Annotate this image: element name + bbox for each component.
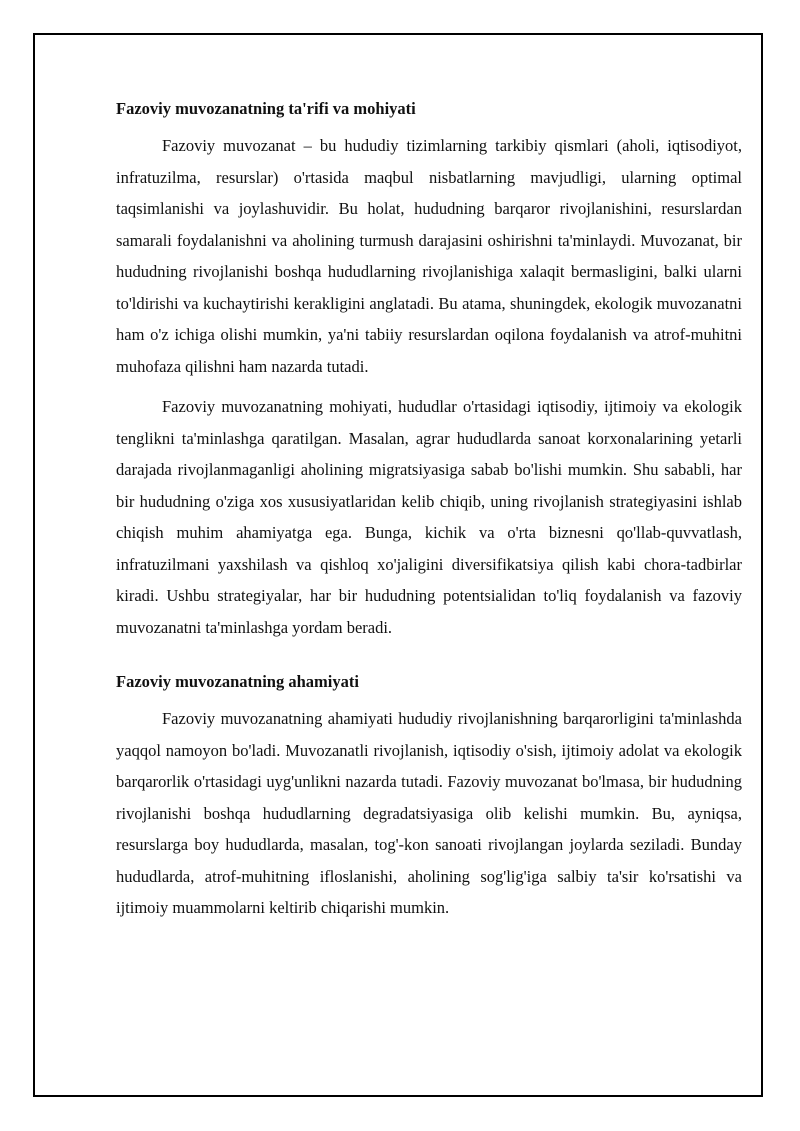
section-heading: Fazoviy muvozanatning ta'rifi va mohiyati	[116, 99, 416, 118]
document-body	[116, 98, 742, 924]
paragraph: Fazoviy muvozanatning ahamiyati hududiy rivojlanishning barqarorligini ta'minlashda yaqqol namoyon bo'ladi. Muvozanatli rivojlanish, iqtisodiy o'sish, ijtimoiy adolat va ekologik barqarorlik o'rtasidagi uyg'unlikni nazarda tutadi. Fazoviy muvozanat bo'lmasa, bir hududning rivojlanishi boshqa hududlarning degradatsiyasiga olib kelishi mumkin. Bu, ayniqsa, resurslarga boy hududlarda, masalan, tog'-kon sanoati rivojlangan joylarda seziladi. Bunday hududlarda, atrof-muhitning ifloslanishi, aholining sog'lig'iga salbiy ta'sir ko'rsatishi va ijtimoiy muammolarni keltirib chiqarishi mumkin.	[116, 709, 742, 917]
section-heading: Fazoviy muvozanatning ahamiyati	[116, 672, 359, 691]
paragraph: Fazoviy muvozanat – bu hududiy tizimlarning tarkibiy qismlari (aholi, iqtisodiyot, infratuzilma, resurslar) o'rtasida maqbul nisbatlarning mavjudligi, ularning optimal taqsimlanishi va joylashuvidir. Bu holat, hududning barqaror rivojlanishini, resurslardan samarali foydalanishni va aholining turmush darajasini oshirishni ta'minlaydi. Muvozanat, bir hududning rivojlanishi boshqa hududlarning rivojlanishiga xalaqit bermasligini, balki ularni to'ldirishi va kuchaytirishi kerakligini anglatadi. Bu atama, shuningdek, ekologik muvozanatni ham o'z ichiga olishi mumkin, ya'ni tabiiy resurslardan oqilona foydalanish va atrof-muhitni muhofaza qilishni ham nazarda tutadi.	[116, 136, 742, 376]
paragraph: Fazoviy muvozanatning mohiyati, hududlar o'rtasidagi iqtisodiy, ijtimoiy va ekologik tenglikni ta'minlashga qaratilgan. Masalan, agrar hududlarda sanoat korxonalarining yetarli darajada rivojlanmaganligi aholining migratsiyasiga sabab bo'lishi mumkin. Shu sababli, har bir hududning o'ziga xos xususiyatlaridan kelib chiqib, uning rivojlanish strategiyasini ishlab chiqish muhim ahamiyatga ega. Bunga, kichik va o'rta biznesni qo'llab-quvvatlash, infratuzilmani yaxshilash va qishloq xo'jaligini diversifikatsiya qilish kabi chora-tadbirlar kiradi. Ushbu strategiyalar, har bir hududning potentsialidan to'liq foydalanish va fazoviy muvozanatni ta'minlashga yordam beradi.	[116, 397, 742, 637]
